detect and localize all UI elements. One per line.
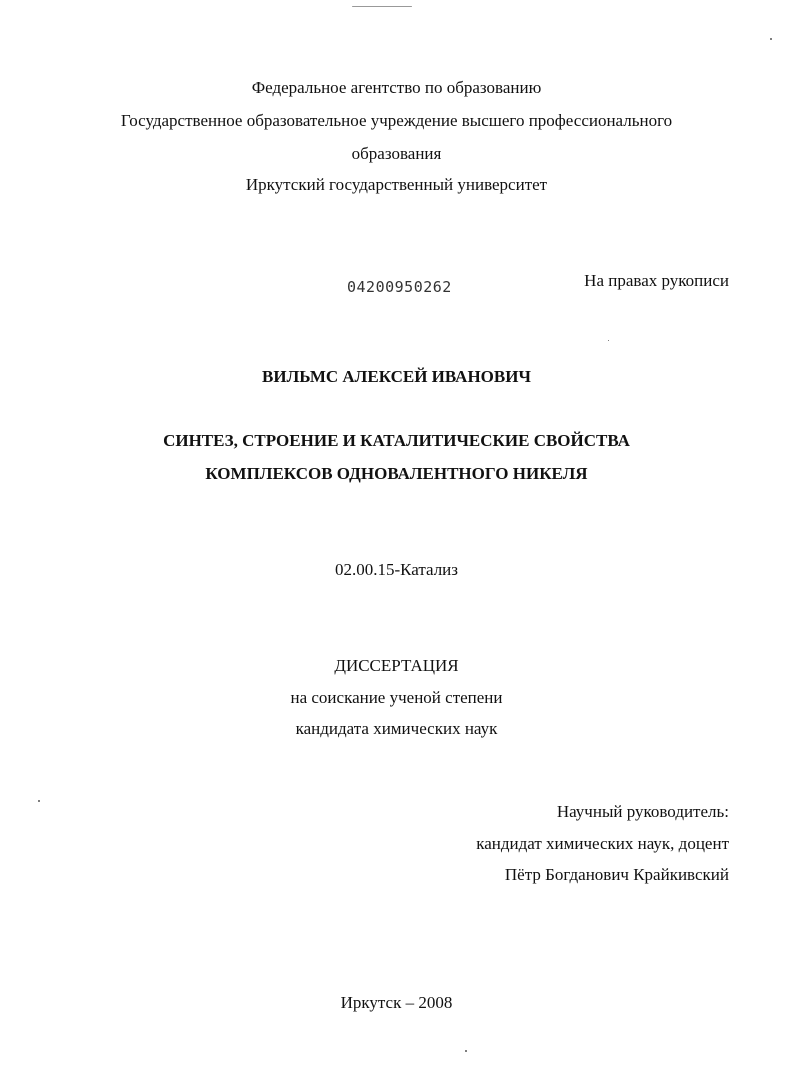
- title-line-1: СИНТЕЗ, СТРОЕНИЕ И КАТАЛИТИЧЕСКИЕ СВОЙСТВА: [163, 431, 630, 450]
- degree-line-1: на соискание ученой степени: [290, 688, 503, 707]
- university-name: Иркутский государственный университет: [245, 175, 548, 194]
- scan-speck: [465, 1050, 467, 1052]
- supervisor-name: Пётр Богданович Крайкивский: [504, 865, 729, 884]
- author-name: ВИЛЬМС АЛЕКСЕЙ ИВАНОВИЧ: [262, 367, 531, 386]
- dissertation-heading: ДИССЕРТАЦИЯ: [334, 656, 459, 675]
- institution-line-1: Государственное образовательное учреждение высшего профессионального: [120, 111, 673, 130]
- agency-name: Федеральное агентство по образованию: [251, 78, 542, 97]
- title-line-2: КОМПЛЕКСОВ ОДНОВАЛЕНТНОГО НИКЕЛЯ: [205, 464, 588, 483]
- supervisor-label: Научный руководитель:: [556, 802, 729, 821]
- scan-speck: [770, 38, 772, 40]
- specialty-code: 02.00.15-Катализ: [334, 560, 458, 579]
- scan-mark: [352, 6, 412, 7]
- city-year: Иркутск – 2008: [340, 993, 453, 1012]
- scan-speck: [38, 800, 40, 802]
- institution-line-2: образования: [351, 144, 442, 163]
- degree-line-2: кандидата химических наук: [295, 719, 498, 738]
- scan-speck: [608, 340, 609, 341]
- rights-note: На правах рукописи: [584, 271, 729, 290]
- library-stamp-number: 04200950262: [347, 278, 452, 296]
- supervisor-degree: кандидат химических наук, доцент: [476, 834, 729, 853]
